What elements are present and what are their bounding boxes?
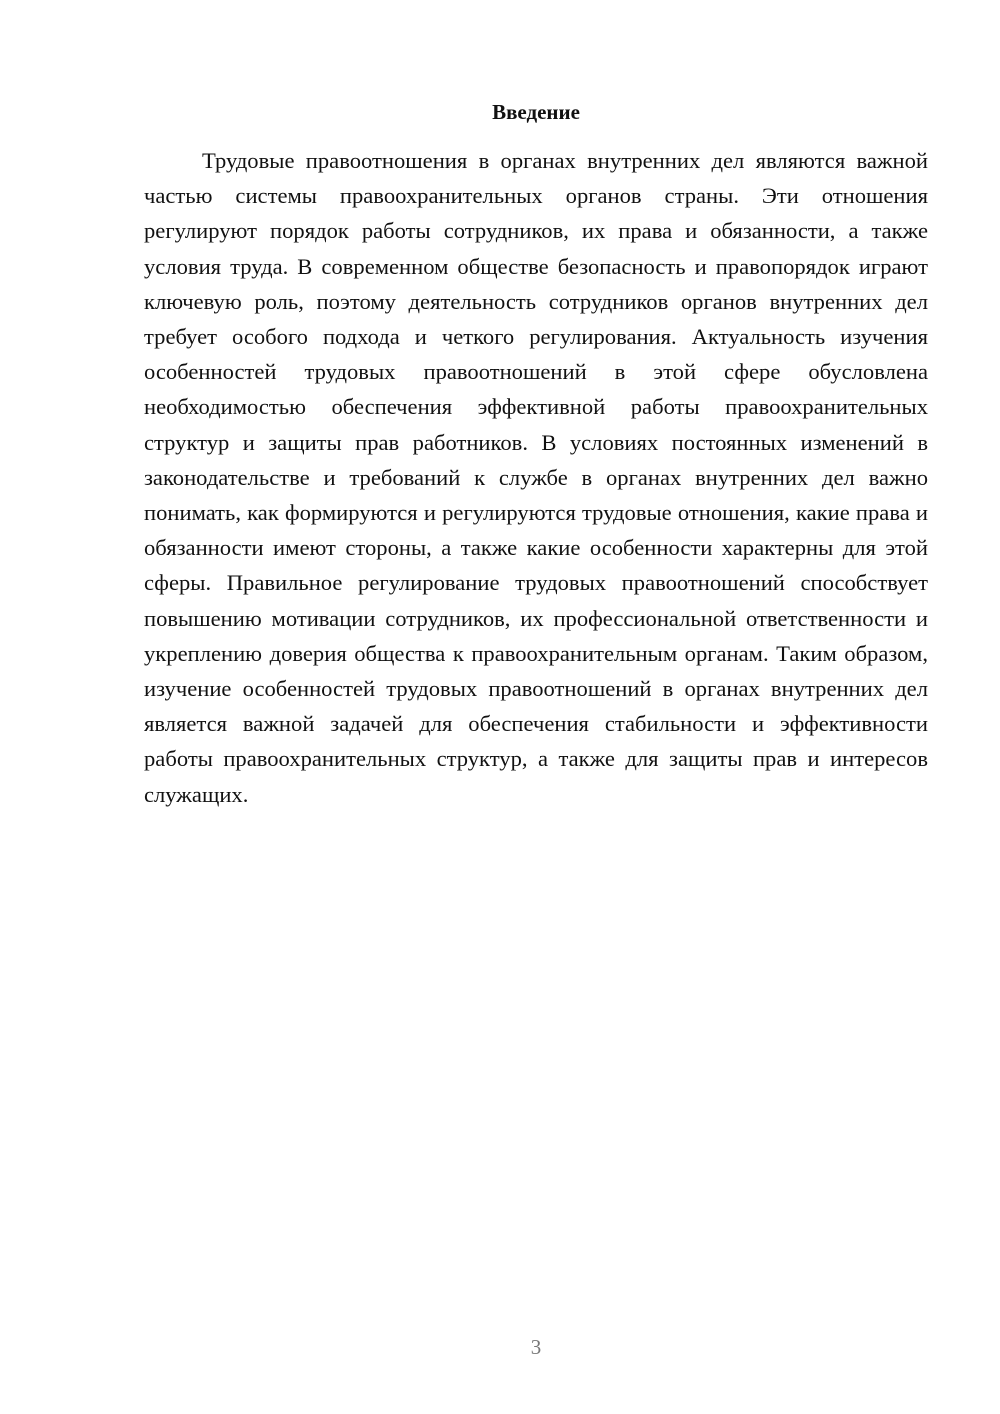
- intro-paragraph: Трудовые правоотношения в органах внутренних дел являются важной частью системы правоохранительных органов страны. Эти отношения регулируют порядок работы сотрудников, их права и обязанности, а также условия труда. В современном обществе безопасность и правопорядок играют ключевую роль, поэтому деятельность сотрудников органов внутренних дел требует особого подхода и четкого регулирования. Актуальность изучения особенностей трудовых правоотношений в этой сфере обусловлена необходимостью обеспечения эффективной работы правоохранительных структур и защиты прав работников. В условиях постоянных изменений в законодательстве и требований к службе в органах внутренних дел важно понимать, как формируются и регулируются трудовые отношения, какие права и обязанности имеют стороны, а также какие особенности характерны для этой сферы. Правильное регулирование трудовых правоотношений способствует повышению мотивации сотрудников, их профессиональной ответственности и укреплению доверия общества к правоохранительным органам. Таким образом, изучение особенностей трудовых правоотношений в органах внутренних дел является важной задачей для обеспечения стабильности и эффективности работы правоохранительных структур, а также для защиты прав и интересов служащих.: [144, 148, 928, 807]
- section-heading: Введение: [492, 100, 580, 124]
- page-number: 3: [530, 1335, 542, 1359]
